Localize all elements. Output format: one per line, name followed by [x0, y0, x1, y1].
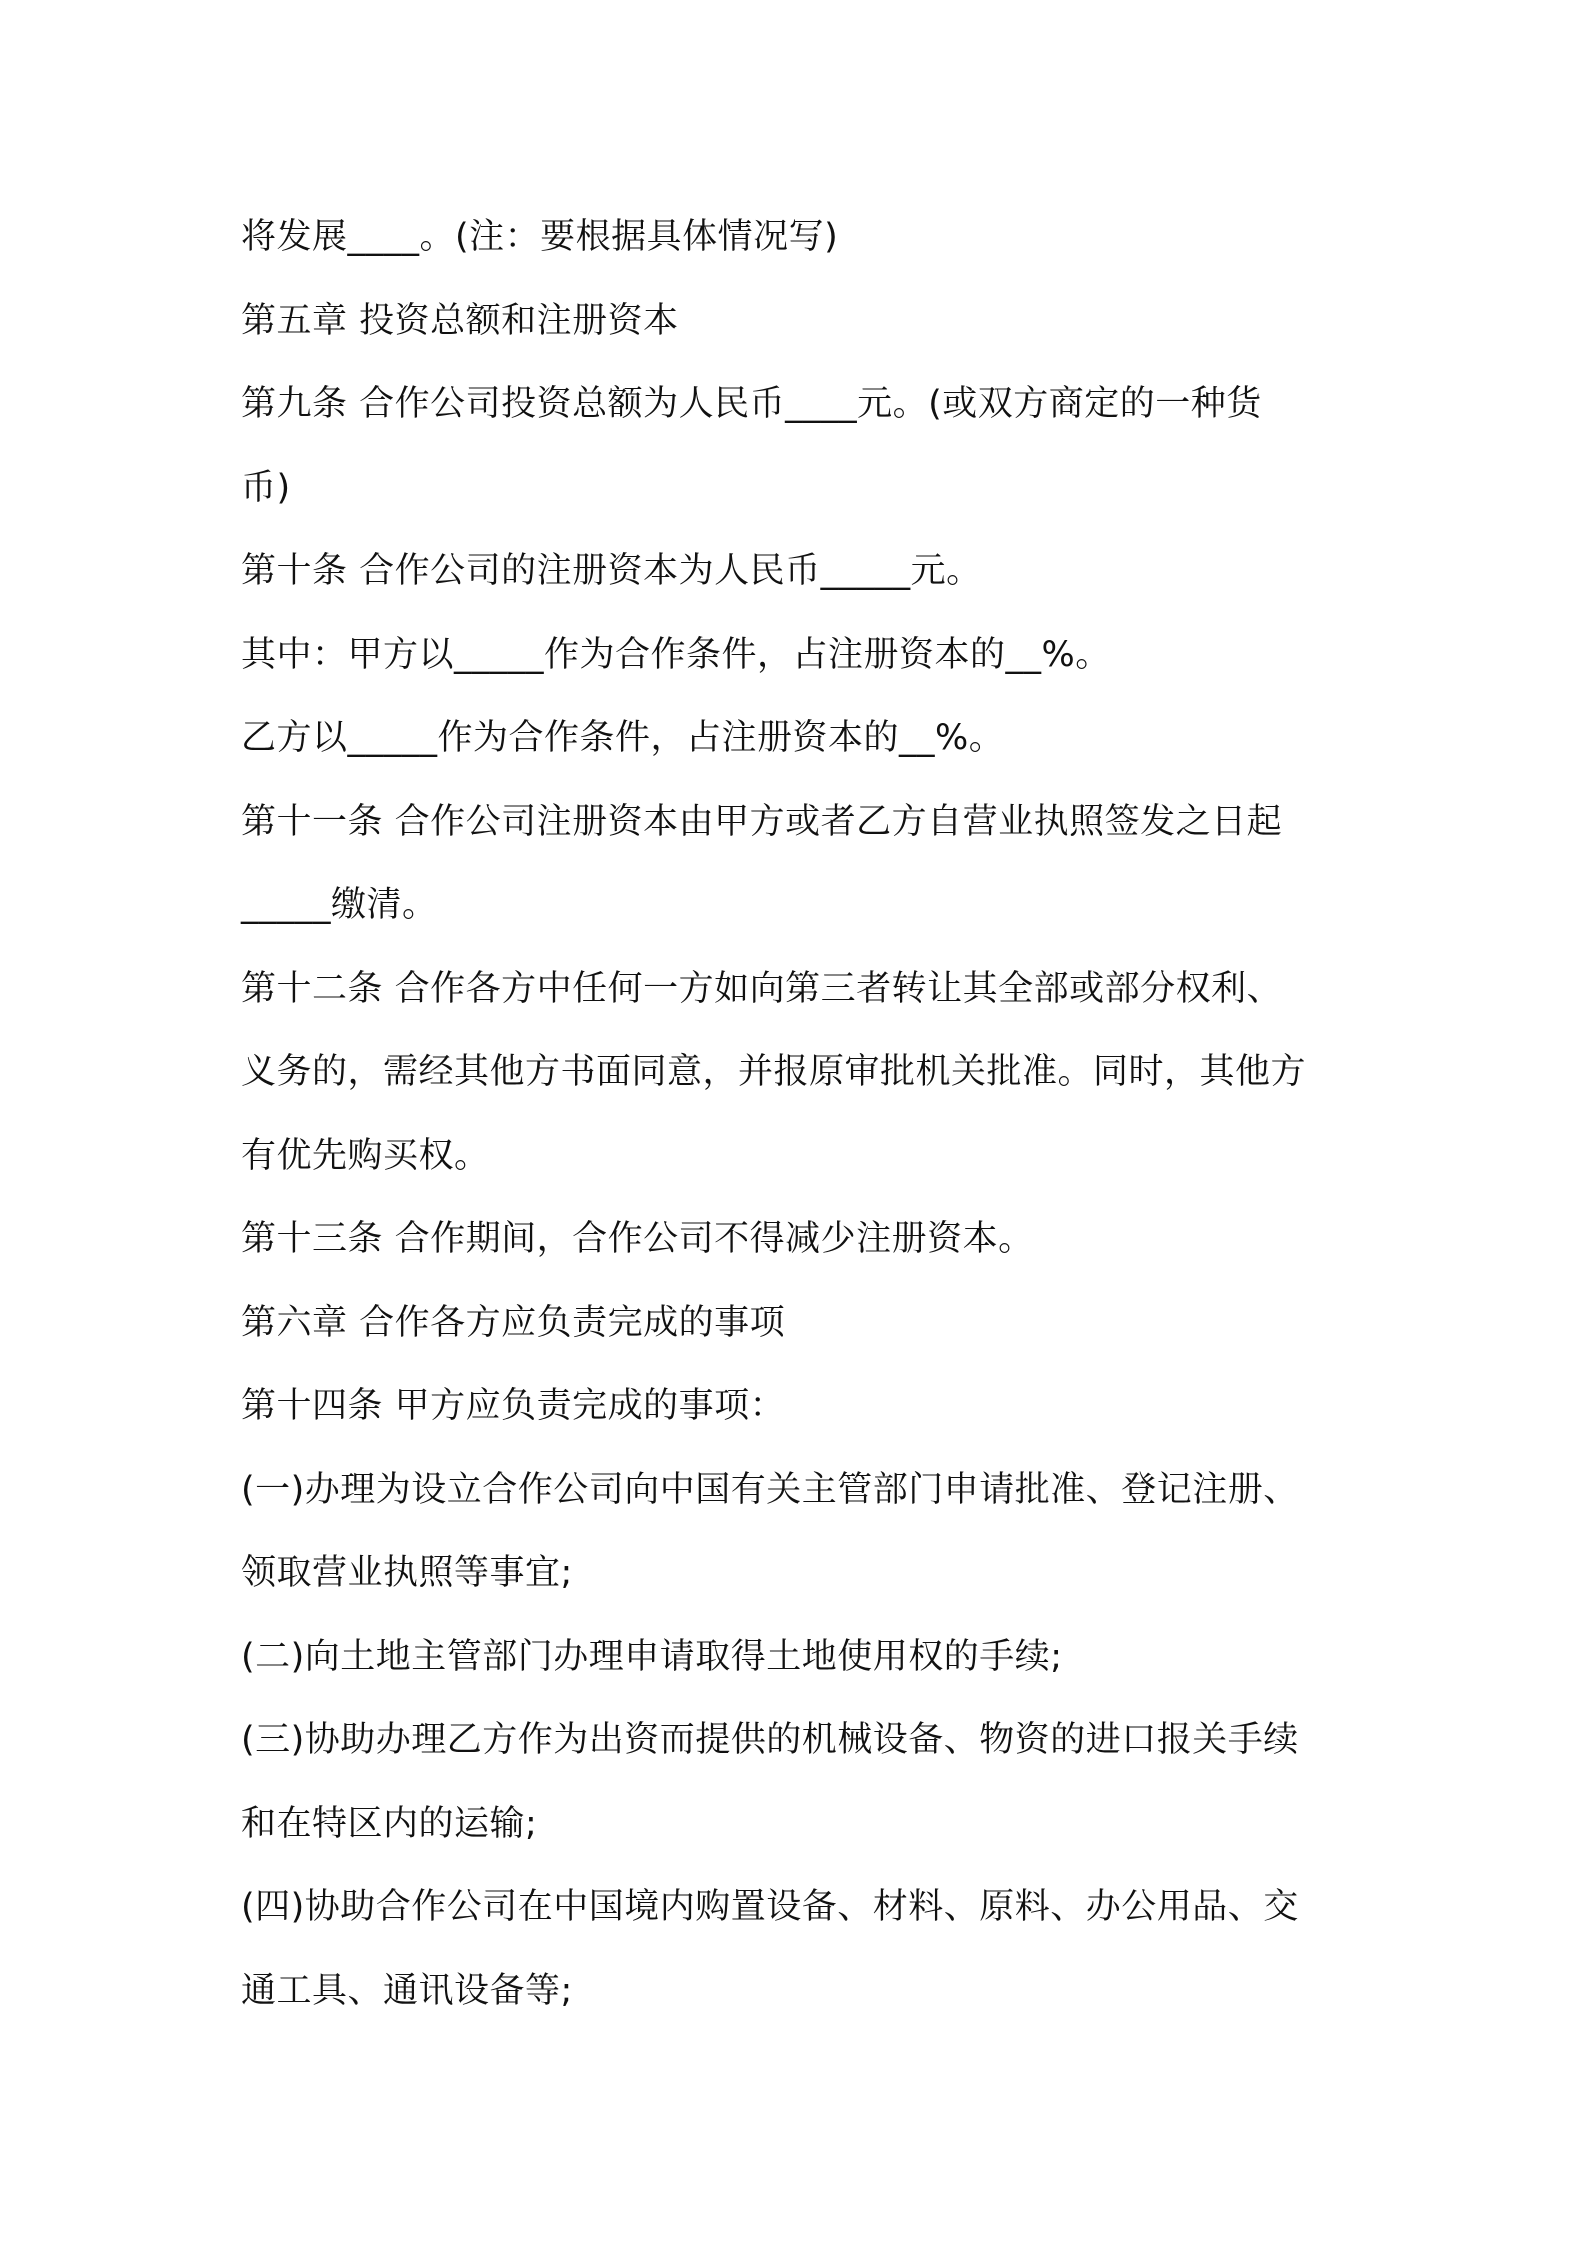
text-line: 乙方以_____作为合作条件，占注册资本的__%。: [241, 718, 1005, 758]
text-line: 通工具、通讯设备等;: [241, 1970, 573, 2011]
text-line: 币): [241, 467, 291, 508]
list-item: (四)协助合作公司在中国境内购置设备、材料、原料、办公用品、交: [241, 1887, 1299, 1927]
list-item: (三)协助办理乙方作为出资而提供的机械设备、物资的进口报关手续: [241, 1720, 1299, 1760]
text-line: 义务的，需经其他方书面同意，并报原审批机关批准。同时，其他方: [241, 1052, 1307, 1092]
article-line: 第十四条 甲方应负责完成的事项：: [241, 1386, 786, 1426]
article-line: 第十三条 合作期间，合作公司不得减少注册资本。: [241, 1219, 1034, 1259]
article-line: 第十一条 合作公司注册资本由甲方或者乙方自营业执照签发之日起: [241, 801, 1283, 842]
list-item: (二)向土地主管部门办理申请取得土地使用权的手续;: [241, 1636, 1063, 1677]
text-line: 有优先购买权。: [241, 1135, 490, 1176]
article-line: 第十二条 合作各方中任何一方如向第三者转让其全部或部分权利、: [241, 968, 1283, 1009]
text-line: 领取营业执照等事宜;: [241, 1553, 573, 1593]
text-line: 其中：甲方以_____作为合作条件，占注册资本的__%。: [241, 634, 1111, 675]
text-line: 和在特区内的运输;: [241, 1803, 538, 1844]
text-line: 将发展____。(注：要根据具体情况写): [241, 217, 839, 257]
list-item: (一)办理为设立合作公司向中国有关主管部门申请批准、登记注册、: [241, 1469, 1299, 1510]
article-line: 第十条 合作公司的注册资本为人民币_____元。: [241, 551, 982, 591]
chapter-heading: 第五章 投资总额和注册资本: [241, 300, 679, 341]
article-line: 第九条 合作公司投资总额为人民币____元。(或双方商定的一种货: [241, 384, 1262, 424]
text-line: _____缴清。: [241, 885, 438, 925]
chapter-heading: 第六章 合作各方应负责完成的事项: [241, 1302, 786, 1343]
document-body: [241, 196, 1361, 2033]
